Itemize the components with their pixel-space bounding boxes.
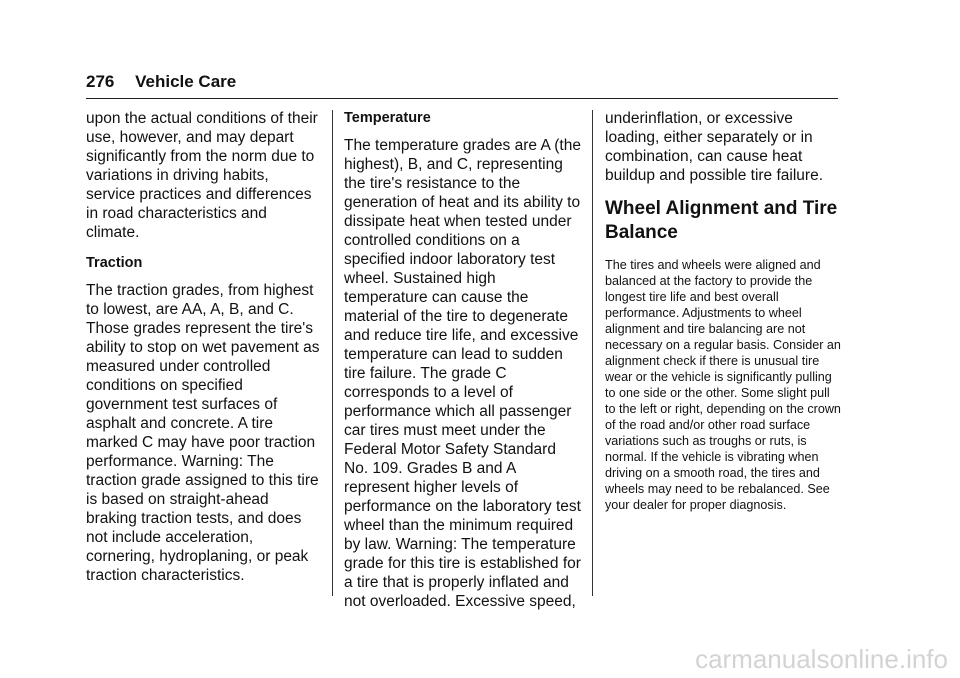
column-divider-2 [592, 110, 593, 596]
watermark: carmanualsonline.info [695, 644, 948, 674]
temperature-heading: Temperature [344, 110, 431, 126]
header-divider [86, 98, 838, 99]
traction-heading: Traction [86, 255, 143, 271]
page-number: 276 [86, 72, 115, 91]
temperature-paragraph: The temperature grades are A (the highest), B, and C, representing the tire's resistance to the generation of heat and its ability to dissipate heat when tested under controlled conditions on a specified indoor laboratory test wheel. Sustained high temperature can cause the material of the tire to degenerate and reduce tire life, and excessive temperature can lead to sudden tire failure. The grade C corresponds to a level of performance which all passenger car tires must meet under the Federal Motor Safety Standard No. 109. Grades B and A represent higher levels of performance on the laboratory test wheel than the minimum required by law. Warning: The temperature grade for this tire is established for a tire that is properly inflated and not overloaded. Excessive speed, [344, 137, 581, 610]
column-right [605, 109, 841, 525]
column-middle [344, 109, 582, 623]
section-title: Vehicle Care [135, 72, 237, 91]
wheel-alignment-heading: Wheel Alignment and Tire Balance [605, 198, 838, 243]
continuation-paragraph: underinflation, or excessive loading, either separately or in combination, can cause heat buildup and possible tire failure. [605, 110, 823, 184]
intro-paragraph: upon the actual conditions of their use, however, and may depart significantly from the norm due to variations in driving habits, service practices and differences in road characteristics and climate. [86, 110, 318, 241]
column-divider-1 [332, 110, 333, 596]
wheel-alignment-paragraph: The tires and wheels were aligned and balanced at the factory to provide the longest tire life and best overall performance. Adjustments to wheel alignment and tire balancing are not necessary on a regular basis. Consider an alignment check if there is unusual tire wear or the vehicle is significantly pulling to one side or the other. Some slight pull to the left or right, depending on the crown of the road and/or other road surface variations such as troughs or ruts, is normal. If the vehicle is vibrating when driving on a smooth road, the tires and wheels may need to be rebalanced. See your dealer for proper diagnosis. [605, 258, 841, 512]
page-header [86, 70, 236, 94]
traction-paragraph: The traction grades, from highest to lowest, are AA, A, B, and C. Those grades represent the tire's ability to stop on wet pavement as measured under controlled conditions on specified government test surfaces of asphalt and concrete. A tire marked C may have poor traction performance. Warning: The traction grade assigned to this tire is based on straight-ahead braking traction tests, and does not include acceleration, cornering, hydroplaning, or peak traction characteristics. [86, 282, 320, 584]
column-left [86, 109, 322, 597]
